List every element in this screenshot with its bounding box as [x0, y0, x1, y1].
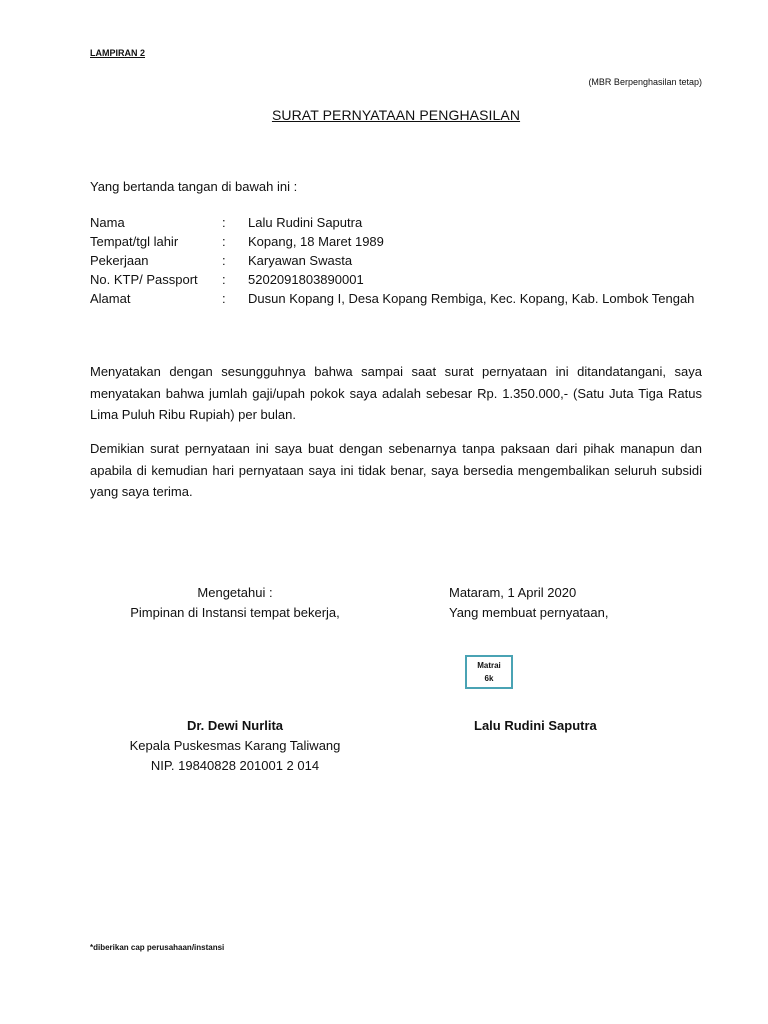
- intro-text: Yang bertanda tangan di bawah ini :: [90, 179, 298, 194]
- field-value: Kopang, 18 Maret 1989: [248, 234, 384, 249]
- field-value: 5202091803890001: [248, 272, 364, 287]
- field-label: Tempat/tgl lahir: [90, 234, 179, 249]
- field-separator: :: [222, 215, 226, 230]
- document-title: SURAT PERNYATAAN PENGHASILAN: [271, 107, 521, 123]
- closing-paragraph: Demikian surat pernyataan ini saya buat dengan sebenarnya tanpa paksaan dari pihak manapun dan apabila di kemudian hari pernyataan saya ini tidak benar, saya bersedia mengembalikan seluruh subsidi yang saya terima.: [90, 441, 702, 499]
- field-value: Karyawan Swasta: [248, 253, 353, 268]
- field-label: Nama: [90, 215, 125, 230]
- statement-paragraph: Menyatakan dengan sesungguhnya bahwa sampai saat surat pernyataan ini ditandatangani, saya menyatakan bahwa jumlah gaji/upah pokok saya adalah sebesar Rp. 1.350.000,- (Satu Juta Tiga Ratus Lima Puluh Ribu Rupiah) per bulan.: [90, 364, 702, 422]
- acknowledger-header: [110, 583, 360, 623]
- declarant-role: Yang membuat pernyataan,: [449, 605, 609, 620]
- field-label: No. KTP/ Passport: [90, 272, 198, 287]
- revenue-stamp-box: [465, 655, 513, 689]
- field-row-address: [90, 289, 702, 308]
- field-row-birth: [90, 232, 702, 251]
- field-label: Pekerjaan: [90, 253, 149, 268]
- field-row-id-number: [90, 270, 702, 289]
- acknowledger-role: Pimpinan di Instansi tempat bekerja,: [130, 605, 340, 620]
- declarant-header: [449, 583, 608, 623]
- stamp-label: Matrai: [477, 661, 501, 670]
- place-date: Mataram, 1 April 2020: [449, 585, 577, 600]
- attachment-label: LAMPIRAN 2: [90, 48, 146, 58]
- field-separator: :: [222, 253, 226, 268]
- identity-fields: [90, 213, 702, 308]
- field-value: Lalu Rudini Saputra: [248, 215, 363, 230]
- acknowledger-signature: [110, 716, 360, 776]
- acknowledger-position: Kepala Puskesmas Karang Taliwang: [129, 738, 341, 753]
- acknowledger-nip: NIP. 19840828 201001 2 014: [150, 758, 320, 773]
- acknowledger-heading: Mengetahui :: [197, 585, 273, 600]
- field-label: Alamat: [90, 291, 131, 306]
- stamp-value: 6k: [484, 674, 494, 683]
- footnote: *diberikan cap perusahaan/instansi: [90, 943, 225, 952]
- acknowledger-name: Dr. Dewi Nurlita: [186, 718, 284, 733]
- field-separator: :: [222, 234, 226, 249]
- field-row-name: [90, 213, 702, 232]
- field-row-occupation: [90, 251, 702, 270]
- field-separator: :: [222, 291, 226, 306]
- field-value: Dusun Kopang I, Desa Kopang Rembiga, Kec. Kopang, Kab. Lombok Tengah: [248, 291, 695, 306]
- field-separator: :: [222, 272, 226, 287]
- income-category: (MBR Berpenghasilan tetap): [588, 77, 702, 87]
- declarant-name: Lalu Rudini Saputra: [474, 718, 597, 733]
